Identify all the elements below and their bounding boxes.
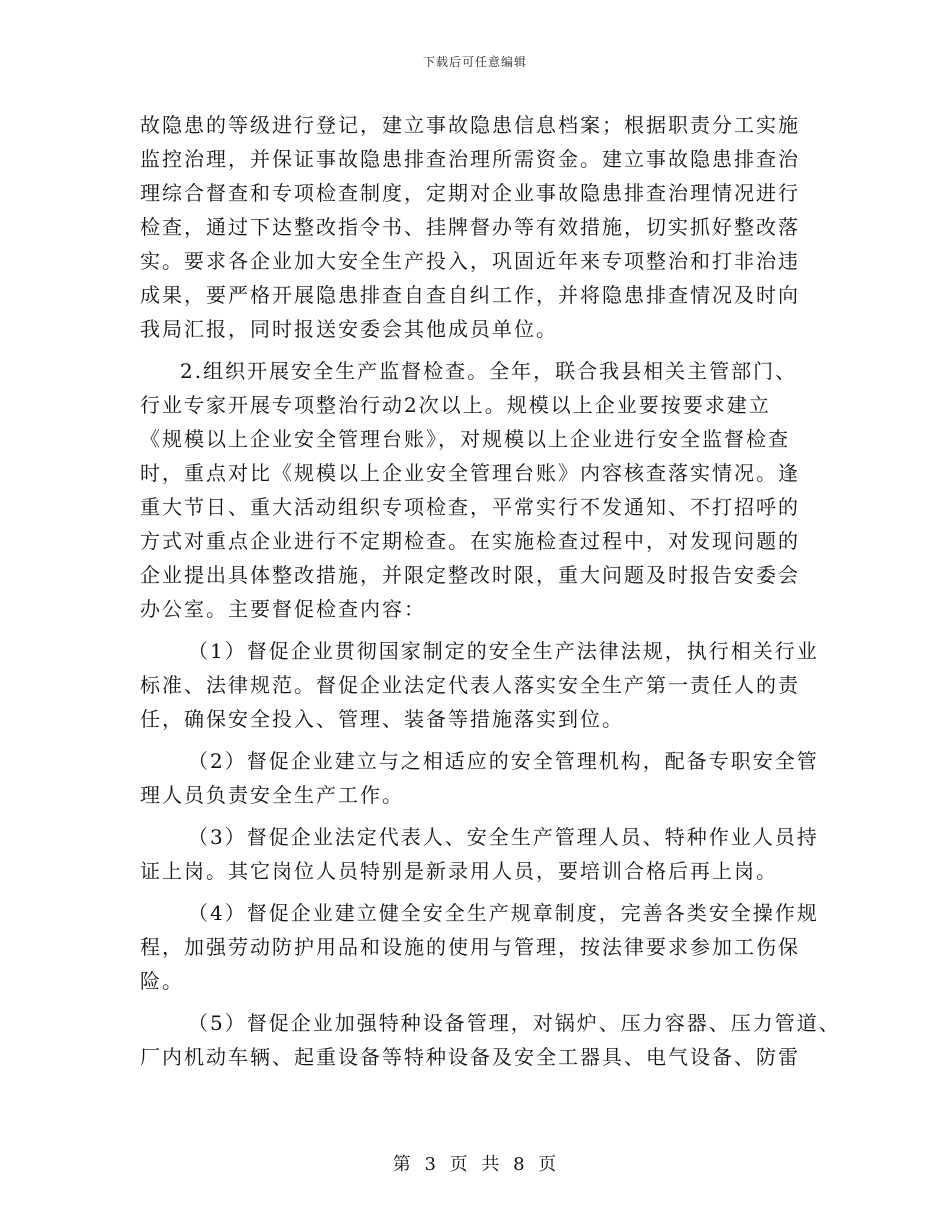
text-line: 任，确保安全投入、管理、装备等措施落实到位。	[140, 707, 624, 731]
list-item-start-line: （1）督促企业贯彻国家制定的安全生产法律法规，执行相关行业	[188, 639, 819, 663]
text-line: 理人员负责安全生产工作。	[140, 783, 404, 807]
text-line: 重大节日、重大活动组织专项检查，平常实行不发通知、不打招呼的	[140, 495, 800, 519]
list-item-start-line: （4）督促企业建立健全安全生产规章制度，完善各类安全操作规	[188, 901, 819, 925]
paragraph-start-line: 2.组织开展安全生产监督检查。全年，联合我县相关主管部门、	[180, 359, 798, 383]
text-line: 《规模以上企业安全管理台账》，对规模以上企业进行安全监督检查	[140, 427, 790, 451]
text-line: 成果，要严格开展隐患排查自查自纠工作，并将隐患排查情况及时向	[140, 283, 800, 307]
list-item-start-line: （2）督促企业建立与之相适应的安全管理机构，配备专职安全管	[188, 749, 819, 773]
text-line: 企业提出具体整改措施，并限定整改时限，重大问题及时报告安委会	[140, 563, 800, 587]
list-item-start-line: （3）督促企业法定代表人、安全生产管理人员、特种作业人员持	[188, 825, 819, 849]
page-footer: 第 3 页 共 8 页	[392, 1154, 558, 1175]
text-line: 理综合督查和专项检查制度，定期对企业事故隐患排查治理情况进行	[140, 181, 800, 205]
text-line: 行业专家开展专项整治行动2次以上。规模以上企业要按要求建立	[140, 393, 771, 417]
text-line: 证上岗。其它岗位人员特别是新录用人员，要培训合格后再上岗。	[140, 859, 778, 883]
text-line: 实。要求各企业加大安全生产投入，巩固近年来专项整治和打非治违	[140, 249, 800, 273]
page-header: 下载后可任意编辑	[422, 55, 527, 69]
list-item-start-line: （5）督促企业加强特种设备管理，对锅炉、压力容器、压力管道、	[188, 1011, 841, 1035]
text-line: 厂内机动车辆、起重设备等特种设备及安全工器具、电气设备、防雷	[140, 1045, 800, 1069]
document-body	[140, 108, 841, 1074]
text-line: 方式对重点企业进行不定期检查。在实施检查过程中，对发现问题的	[140, 529, 800, 553]
text-line: 我局汇报，同时报送安委会其他成员单位。	[140, 317, 558, 341]
text-line: 监控治理，并保证事故隐患排查治理所需资金。建立事故隐患排查治	[140, 147, 800, 171]
text-line: 险。	[140, 969, 184, 993]
text-line: 故隐患的等级进行登记，建立事故隐患信息档案；根据职责分工实施	[140, 113, 800, 137]
text-line: 办公室。主要督促检查内容：	[140, 597, 426, 621]
text-line: 标准、法律规范。督促企业法定代表人落实安全生产第一责任人的责	[140, 673, 800, 697]
text-line: 时，重点对比《规模以上企业安全管理台账》内容核查落实情况。逢	[140, 461, 800, 485]
text-line: 检查，通过下达整改指令书、挂牌督办等有效措施，切实抓好整改落	[140, 215, 800, 239]
text-line: 程，加强劳动防护用品和设施的使用与管理，按法律要求参加工伤保	[140, 935, 800, 959]
